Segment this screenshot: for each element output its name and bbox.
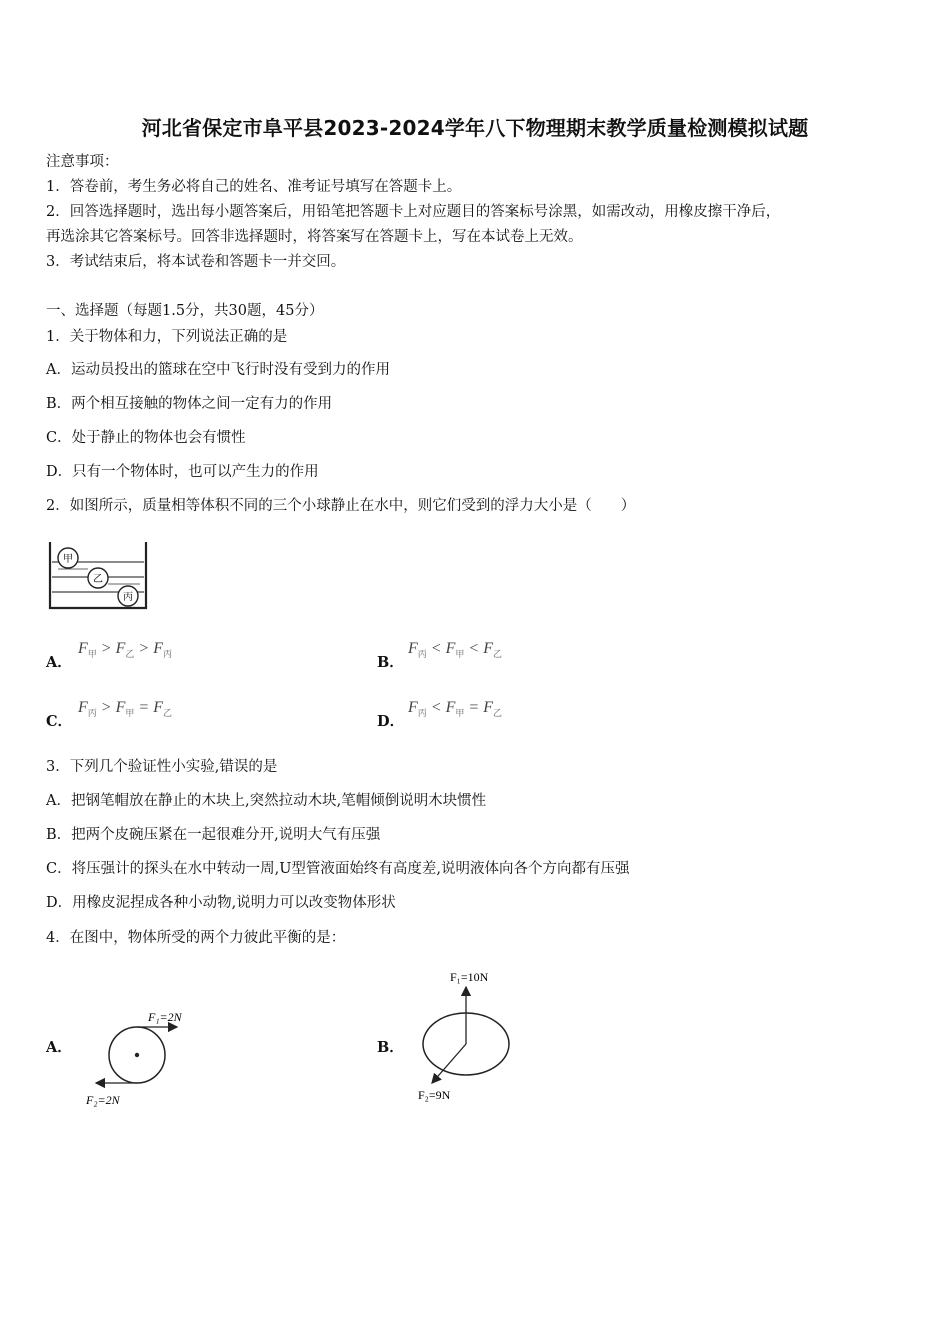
- q2-option-c-formula: $F_丙 > F_甲 = F_乙$: [78, 699, 172, 719]
- question-stem-1: 1．关于物体和力，下列说法正确的是: [46, 329, 288, 345]
- q2-option-c-letter: C．: [46, 713, 73, 730]
- q2-option-a-letter: A．: [46, 654, 72, 671]
- notice-item: 再选涂其它答案标号。回答非选择题时，将答案写在答题卡上，写在本试卷上无效。: [46, 229, 583, 245]
- notice-item: 1．答卷前，考生务必将自己的姓名、准考证号填写在答题卡上。: [46, 179, 462, 195]
- q2-option-a-formula: $F_甲 > F_乙 > F_丙$: [78, 640, 172, 660]
- q4-a-f2-label: F₂=2N: [86, 1093, 120, 1107]
- ball-bing: [118, 586, 138, 606]
- q1-option-d: D．只有一个物体时，也可以产生力的作用: [46, 464, 319, 480]
- ball-yi: [88, 568, 108, 588]
- q3-option-b: B．把两个皮碗压紧在一起很难分开,说明大气有压强: [46, 827, 381, 843]
- notice-item: 2．回答选择题时，选出每小题答案后，用铅笔把答题卡上对应题目的答案标号涂黑，如需改动，用橡皮擦干净后，: [46, 204, 781, 220]
- ball-label-yi: 乙: [93, 574, 103, 585]
- q4-option-b-letter: B．: [377, 1039, 404, 1056]
- ball-jia: [58, 548, 78, 568]
- q4-b-f2-label: F₂=9N: [418, 1088, 451, 1102]
- q1-option-b: B．两个相互接触的物体之间一定有力的作用: [46, 396, 333, 412]
- q3-option-a: A．把钢笔帽放在静止的木块上,突然拉动木块,笔帽倾倒说明木块惯性: [46, 793, 487, 809]
- q4-b-f1-label: F₁=10N: [450, 970, 489, 984]
- q2-option-b-letter: B．: [377, 654, 404, 671]
- ball-label-jia: 甲: [63, 554, 73, 565]
- page-title: 河北省保定市阜平县2023-2024学年八下物理期末教学质量检测模拟试题: [141, 116, 809, 140]
- notice-item: 3．考试结束后，将本试卷和答题卡一并交回。: [46, 254, 346, 270]
- q4-figure-b: [410, 965, 530, 1110]
- q3-option-c: C．将压强计的探头在水中转动一周,U型管液面始终有高度差,说明液体向各个方向都有压强: [46, 861, 630, 877]
- q1-option-c: C．处于静止的物体也会有惯性: [46, 430, 246, 446]
- q4-a-f1-label: F₁=2N: [148, 1010, 182, 1024]
- notice-heading: 注意事项：: [46, 154, 119, 170]
- question-stem-3: 3．下列几个验证性小实验,错误的是: [46, 759, 278, 775]
- q4-option-a-letter: A．: [46, 1039, 72, 1056]
- q2-option-d-letter: D．: [377, 713, 405, 730]
- ball-label-bing: 丙: [123, 592, 133, 603]
- question-stem-2: 2．如图所示，质量相等体积不同的三个小球静止在水中，则它们受到的浮力大小是（ ）: [46, 498, 636, 514]
- section-heading: 一、选择题（每题1.5分，共30题，45分）: [46, 303, 324, 319]
- q2-option-d-formula: $F_丙 < F_甲 = F_乙$: [408, 699, 502, 719]
- question-stem-4: 4．在图中，物体所受的两个力彼此平衡的是：: [46, 930, 346, 946]
- beaker-figure: [48, 540, 150, 612]
- q2-option-b-formula: $F_丙 < F_甲 < F_乙$: [408, 640, 502, 660]
- q1-option-a: A．运动员投出的篮球在空中飞行时没有受到力的作用: [46, 362, 390, 378]
- q4-figure-a: [80, 1005, 200, 1110]
- q3-option-d: D．用橡皮泥捏成各种小动物,说明力可以改变物体形状: [46, 895, 396, 911]
